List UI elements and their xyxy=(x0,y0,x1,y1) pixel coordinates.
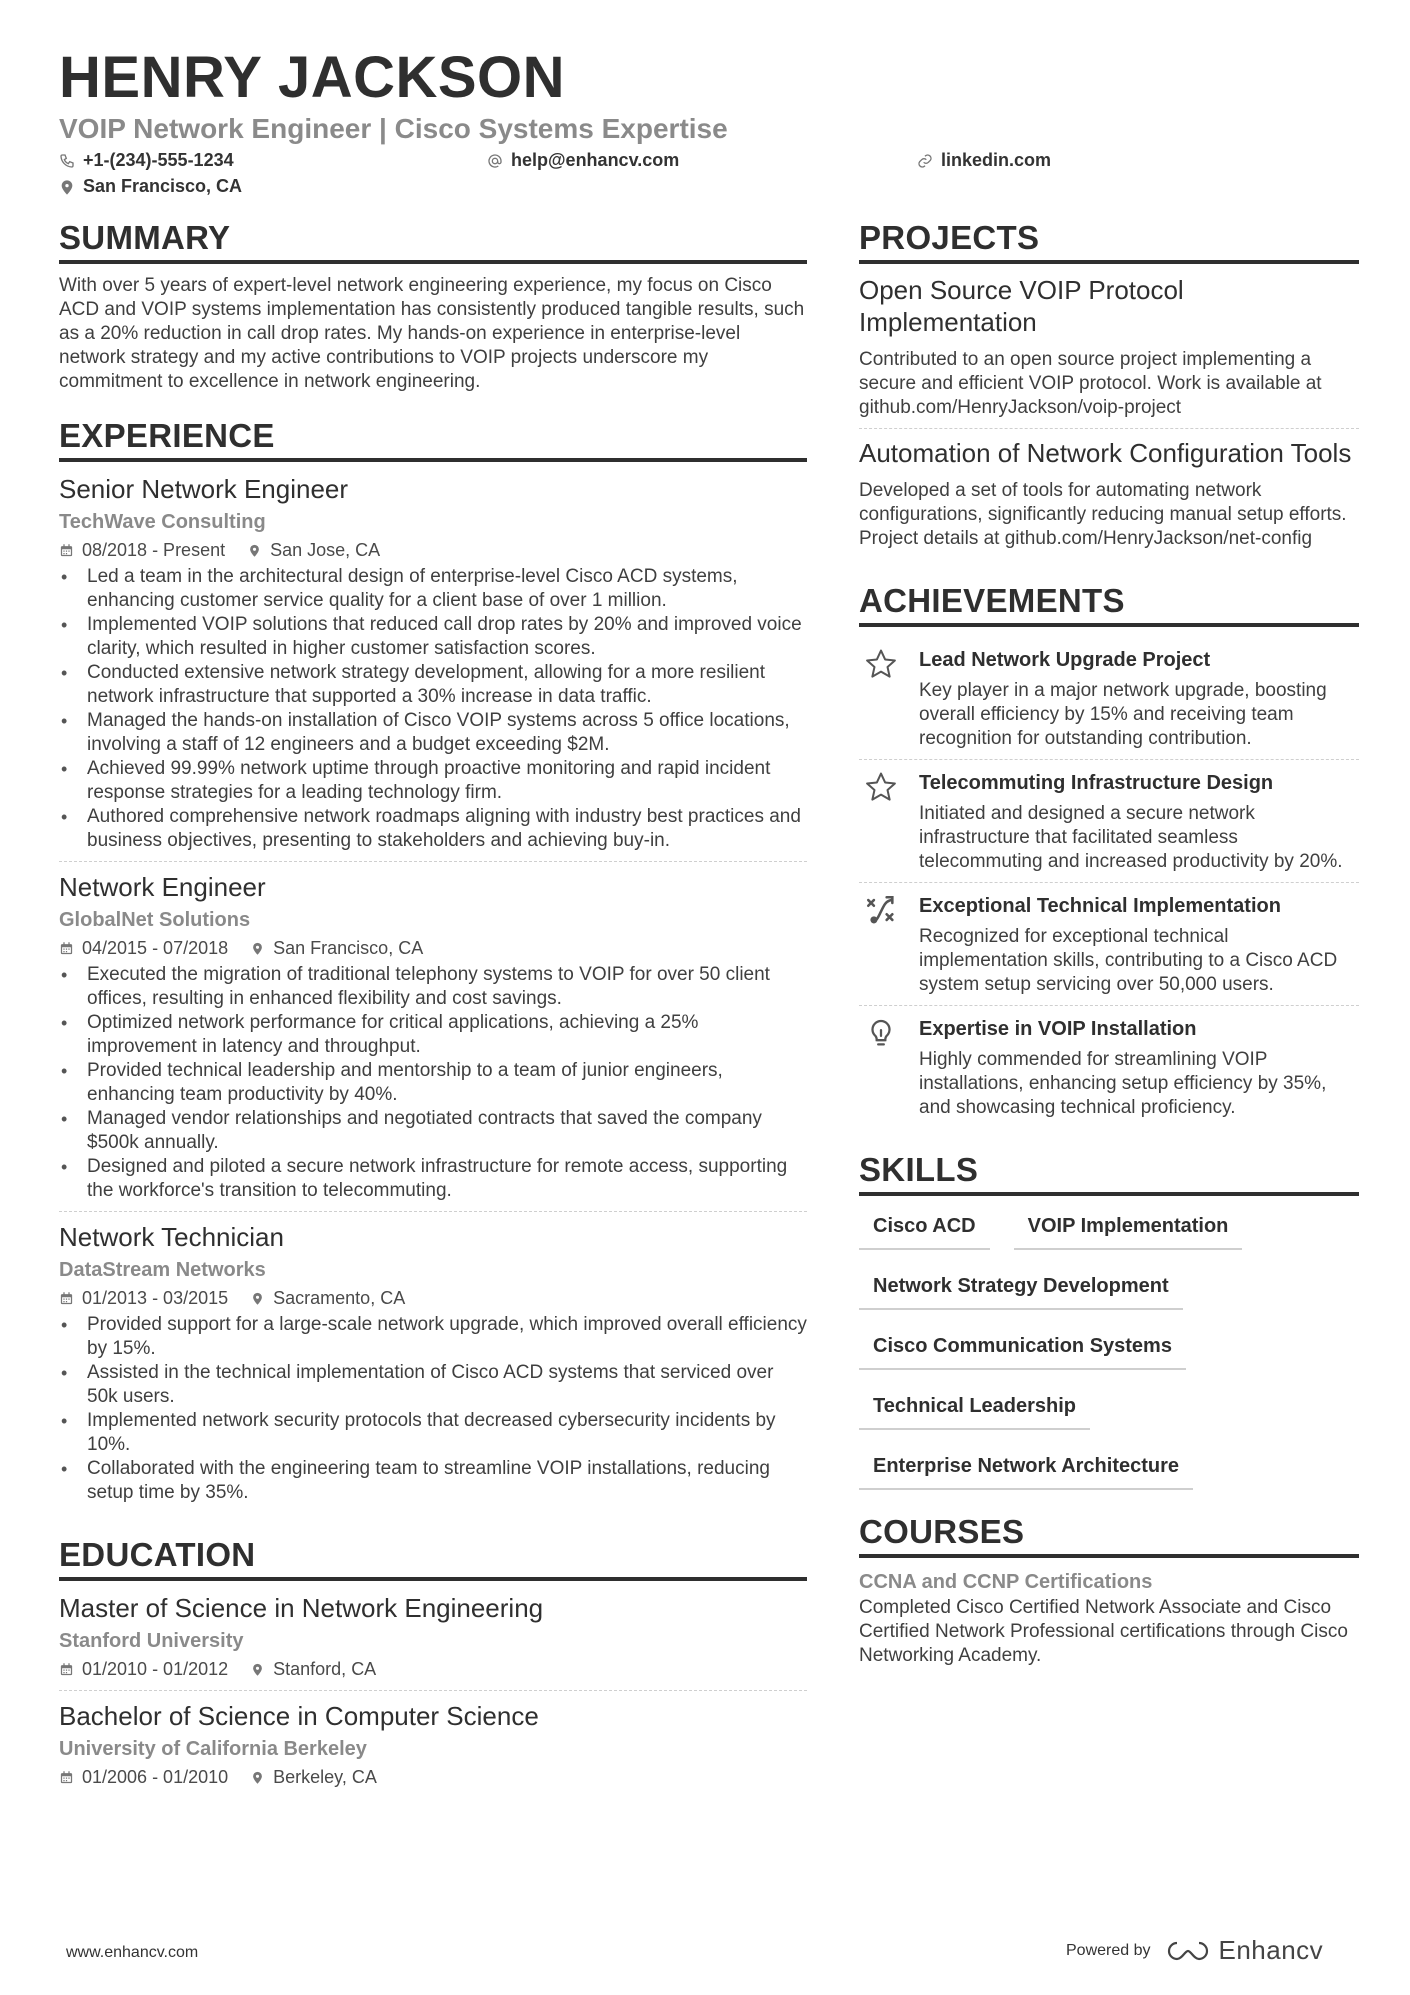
bullet-item: • Implemented VOIP solutions that reduced call drop rates by 20% and improved voice clarity, which resulted in higher customer satisfaction scores. xyxy=(59,613,807,661)
skill-list xyxy=(859,1206,1359,1490)
date-text: 08/2018 - Present xyxy=(82,540,226,560)
date-range xyxy=(59,1656,228,1682)
course-list xyxy=(859,1568,1359,1668)
achievement-description: Initiated and designed a secure network infrastructure that facilitated seamless telecommuting and increased productivity by 20%. xyxy=(919,803,1343,872)
achievement-body xyxy=(919,1014,1359,1120)
degree-title: Master of Science in Network Engineering xyxy=(59,1593,544,1623)
calendar-icon xyxy=(59,1291,74,1306)
location xyxy=(250,1764,377,1790)
experience-section xyxy=(59,416,807,1513)
left-column xyxy=(59,218,807,1820)
bullet-item: • Implemented network security protocols that decreased cybersecurity incidents by 10%. xyxy=(59,1409,807,1457)
projects-heading: PROJECTS xyxy=(859,218,1359,264)
location-text: San Jose, CA xyxy=(270,540,381,560)
job-title: Senior Network Engineer xyxy=(59,474,349,504)
achievement-description: Key player in a major network upgrade, boosting overall efficiency by 15% and receiving team recognition for outstanding contribution. xyxy=(919,680,1327,749)
footer-branding xyxy=(1066,1935,1323,1966)
project-title: Automation of Network Configuration Tools xyxy=(859,438,1352,468)
location xyxy=(250,1285,405,1311)
bullet-item: • Managed vendor relationships and negotiated contracts that saved the company $500k annually. xyxy=(59,1107,807,1155)
candidate-title: VOIP Network Engineer | Cisco Systems Expertise xyxy=(59,113,728,144)
bullet-item: • Led a team in the architectural design of enterprise-level Cisco ACD systems, enhancing customer service quality for a client base of over 1 million. xyxy=(59,565,807,613)
phone-icon xyxy=(59,153,75,169)
date-location-row xyxy=(59,1285,807,1311)
location-pin-icon xyxy=(250,1770,265,1785)
education-entry xyxy=(59,1690,807,1798)
location-pin-icon xyxy=(59,179,75,195)
achievement-body xyxy=(919,645,1359,751)
achievement-list xyxy=(859,637,1359,1128)
bullet-item: • Achieved 99.99% network uptime through proactive monitoring and rapid incident response strategies for a leading technology firm. xyxy=(59,757,807,805)
at-icon xyxy=(487,153,503,169)
location xyxy=(247,537,380,563)
location-text: San Francisco, CA xyxy=(83,176,243,196)
powered-by-text: Powered by xyxy=(1066,1941,1151,1959)
education-list xyxy=(59,1591,807,1798)
bullet-item: • Provided technical leadership and mentorship to a team of junior engineers, enhancing team productivity by 40%. xyxy=(59,1059,807,1107)
skills-heading: SKILLS xyxy=(859,1150,1359,1196)
achievement-entry xyxy=(859,637,1359,759)
skill-tag: Network Strategy Development xyxy=(859,1270,1183,1310)
achievement-title: Exceptional Technical Implementation xyxy=(919,895,1281,917)
location xyxy=(250,935,423,961)
bullet-item: • Managed the hands-on installation of Cisco VOIP systems across 5 office locations, involving a staff of 12 engineers and a budget exceeding $2M. xyxy=(59,709,807,757)
achievement-entry xyxy=(859,882,1359,1005)
skill-tag: Cisco ACD xyxy=(859,1210,990,1250)
company-name: TechWave Consulting xyxy=(59,511,266,533)
contact-location xyxy=(59,176,242,197)
contact-linkedin[interactable] xyxy=(917,150,1051,171)
bullet-item: • Authored comprehensive network roadmaps aligning with industry best practices and business objectives, presenting to stakeholders and achieving buy-in. xyxy=(59,805,807,853)
project-description: Contributed to an open source project implementing a secure and efficient VOIP protocol. Work is available at github.com/HenryJackson/voip-project xyxy=(859,349,1322,418)
achievement-title: Expertise in VOIP Installation xyxy=(919,1018,1197,1040)
strategy-icon xyxy=(859,891,903,997)
achievement-body xyxy=(919,768,1359,874)
job-entry xyxy=(59,861,807,1211)
course-title: CCNA and CCNP Certifications xyxy=(859,1571,1153,1593)
job-entry xyxy=(59,472,807,861)
date-range xyxy=(59,1764,228,1790)
achievement-title: Telecommuting Infrastructure Design xyxy=(919,772,1274,794)
date-range xyxy=(59,537,225,563)
project-entry xyxy=(859,428,1359,559)
job-title: Network Engineer xyxy=(59,872,266,902)
contact-email[interactable] xyxy=(487,150,679,171)
summary-heading: SUMMARY xyxy=(59,218,807,264)
linkedin-text[interactable]: linkedin.com xyxy=(941,150,1052,170)
location-pin-icon xyxy=(250,1291,265,1306)
location-text: San Francisco, CA xyxy=(273,938,424,958)
skills-section xyxy=(859,1150,1359,1490)
candidate-name: HENRY JACKSON xyxy=(59,45,566,110)
location-pin-icon xyxy=(250,1662,265,1677)
date-location-row xyxy=(59,1656,807,1682)
degree-title: Bachelor of Science in Computer Science xyxy=(59,1701,539,1731)
job-bullets xyxy=(59,1313,807,1505)
location-pin-icon xyxy=(247,543,262,558)
course-description: Completed Cisco Certified Network Associate and Cisco Certified Network Professional certifications through Cisco Networking Academy. xyxy=(859,1597,1348,1666)
achievement-description: Recognized for exceptional technical implementation skills, contributing to a Cisco ACD system setup servicing over 50,000 users. xyxy=(919,926,1338,995)
skill-tag: VOIP Implementation xyxy=(1014,1210,1243,1250)
email-text[interactable]: help@enhancv.com xyxy=(511,150,680,170)
date-text: 01/2013 - 03/2015 xyxy=(82,1288,229,1308)
bullet-item: • Conducted extensive network strategy development, allowing for a more resilient network infrastructure that supported a 30% increase in data traffic. xyxy=(59,661,807,709)
date-location-row xyxy=(59,935,807,961)
achievements-heading: ACHIEVEMENTS xyxy=(859,581,1359,627)
achievement-entry xyxy=(859,759,1359,882)
right-column xyxy=(859,218,1359,1690)
date-range xyxy=(59,1285,228,1311)
achievements-section xyxy=(859,581,1359,1128)
contact-info xyxy=(59,150,1359,204)
date-text: 04/2015 - 07/2018 xyxy=(82,938,229,958)
bullet-item: • Executed the migration of traditional telephony systems to VOIP for over 50 client offices, resulting in enhanced flexibility and cost savings. xyxy=(59,963,807,1011)
bullet-item: • Collaborated with the engineering team to streamline VOIP installations, reducing setup time by 35%. xyxy=(59,1457,807,1505)
date-text: 01/2006 - 01/2010 xyxy=(82,1767,229,1787)
project-list xyxy=(859,274,1359,559)
bullet-item: • Optimized network performance for critical applications, achieving a 25% improvement in latency and throughput. xyxy=(59,1011,807,1059)
education-heading: EDUCATION xyxy=(59,1535,807,1581)
course-entry xyxy=(859,1568,1359,1668)
summary-text: With over 5 years of expert-level network engineering experience, my focus on Cisco ACD and VOIP systems implementation has consistently produced tangible results, such as a 20% reduction in call drop rates. My hands-on experience in enterprise-level network strategy and my active contributions to VOIP projects underscore my commitment to excellence in network engineering. xyxy=(59,275,805,392)
location xyxy=(250,1656,376,1682)
lightbulb-icon xyxy=(859,1014,903,1120)
bullet-item: • Designed and piloted a secure network infrastructure for remote access, supporting the workforce's transition to telecommuting. xyxy=(59,1155,807,1203)
job-bullets xyxy=(59,963,807,1203)
job-list xyxy=(59,472,807,1513)
calendar-icon xyxy=(59,543,74,558)
resume-header xyxy=(59,44,1359,204)
bullet-item: • Assisted in the technical implementation of Cisco ACD systems that serviced over 50k users. xyxy=(59,1361,807,1409)
calendar-icon xyxy=(59,1662,74,1677)
star-icon xyxy=(859,645,903,751)
link-icon xyxy=(917,153,933,169)
summary-section xyxy=(59,218,807,394)
projects-section xyxy=(859,218,1359,559)
enhancv-logo[interactable] xyxy=(1165,1935,1324,1966)
education-section xyxy=(59,1535,807,1798)
calendar-icon xyxy=(59,1770,74,1785)
star-icon xyxy=(859,768,903,874)
enhancv-logo-icon xyxy=(1165,1939,1211,1963)
company-name: DataStream Networks xyxy=(59,1259,266,1281)
project-entry xyxy=(859,274,1359,428)
education-entry xyxy=(59,1591,807,1690)
location-text: Sacramento, CA xyxy=(273,1288,406,1308)
school-name: Stanford University xyxy=(59,1630,244,1652)
courses-section xyxy=(859,1512,1359,1668)
job-entry xyxy=(59,1211,807,1513)
location-pin-icon xyxy=(250,941,265,956)
achievement-description: Highly commended for streamlining VOIP installations, enhancing setup efficiency by 35%, and showcasing technical proficiency. xyxy=(919,1049,1327,1118)
skill-tag: Technical Leadership xyxy=(859,1390,1090,1430)
project-description: Developed a set of tools for automating network configurations, significantly reducing manual setup efforts. Project details at github.com/HenryJackson/net-config xyxy=(859,480,1347,549)
project-title: Open Source VOIP Protocol Implementation xyxy=(859,275,1184,337)
date-range xyxy=(59,935,228,961)
location-text: Stanford, CA xyxy=(273,1659,377,1679)
experience-heading: EXPERIENCE xyxy=(59,416,807,462)
achievement-entry xyxy=(859,1005,1359,1128)
brand-text: Enhancv xyxy=(1218,1935,1324,1965)
skill-tag: Enterprise Network Architecture xyxy=(859,1450,1193,1490)
calendar-icon xyxy=(59,941,74,956)
date-location-row xyxy=(59,537,807,563)
job-bullets xyxy=(59,565,807,853)
date-text: 01/2010 - 01/2012 xyxy=(82,1659,229,1679)
phone-text: +1-(234)-555-1234 xyxy=(83,150,234,170)
school-name: University of California Berkeley xyxy=(59,1738,367,1760)
courses-heading: COURSES xyxy=(859,1512,1359,1558)
company-name: GlobalNet Solutions xyxy=(59,909,251,931)
date-location-row xyxy=(59,1764,807,1790)
job-title: Network Technician xyxy=(59,1222,284,1252)
location-text: Berkeley, CA xyxy=(273,1767,377,1787)
bullet-item: • Provided support for a large-scale network upgrade, which improved overall efficiency by 15%. xyxy=(59,1313,807,1361)
footer-website[interactable]: www.enhancv.com xyxy=(66,1944,199,1961)
achievement-body xyxy=(919,891,1359,997)
skill-tag: Cisco Communication Systems xyxy=(859,1330,1186,1370)
contact-phone xyxy=(59,150,234,171)
achievement-title: Lead Network Upgrade Project xyxy=(919,649,1211,671)
